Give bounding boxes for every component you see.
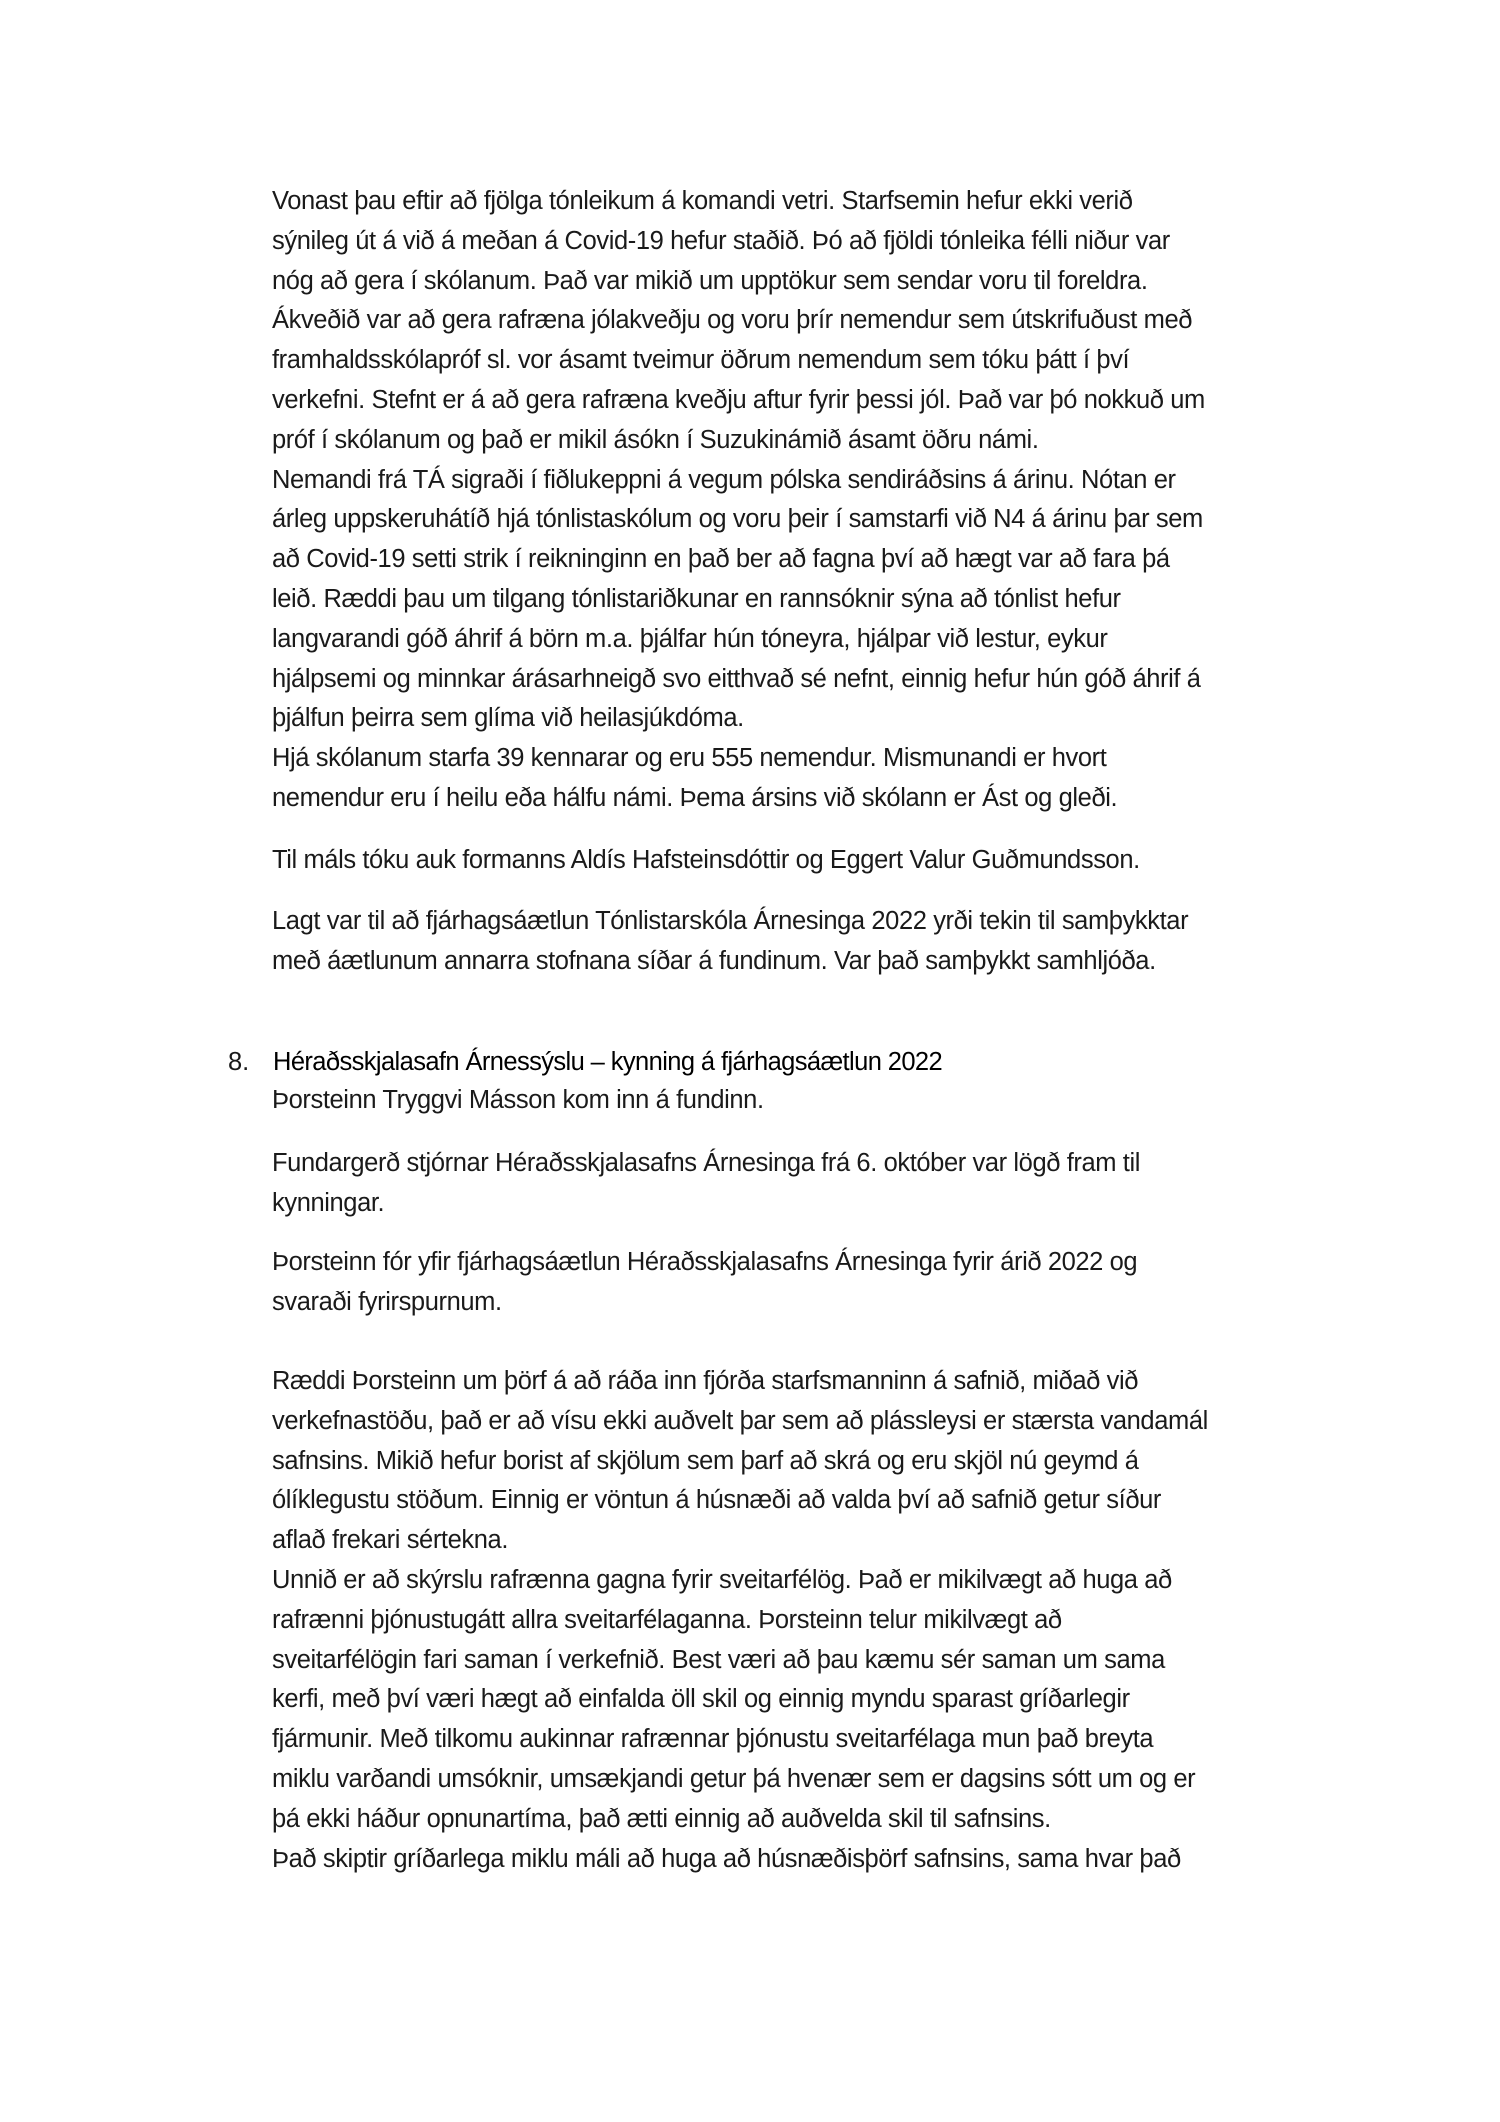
text-line: langvarandi góð áhrif á börn m.a. þjálfar hún tóneyra, hjálpar við lestur, eykur	[272, 624, 1108, 653]
text-line: Unnið er að skýrslu rafrænna gagna fyrir sveitarfélög. Það er mikilvægt að huga að	[272, 1565, 1172, 1594]
paragraph-minutes	[272, 1144, 1140, 1224]
text-line: Til máls tóku auk formanns Aldís Hafsteinsdóttir og Eggert Valur Guðmundsson.	[272, 846, 1140, 874]
text-line: Þorsteinn fór yfir fjárhagsáætlun Héraðsskjalasafns Árnesinga fyrir árið 2022 og	[272, 1248, 1138, 1276]
text-line: Ákveðið var að gera rafræna jólakveðju og voru þrír nemendur sem útskrifuðust með	[272, 306, 1193, 335]
text-line: Fundargerð stjórnar Héraðsskjalasafns Árnesinga frá 6. október var lögð fram til	[272, 1149, 1141, 1177]
text-line: þjálfun þeirra sem glíma við heilasjúkdóma.	[272, 704, 744, 733]
paragraph-school-report	[272, 182, 1205, 819]
text-line: þá ekki háður opnunartíma, það ætti einnig að auðvelda skil til safnsins.	[272, 1804, 1051, 1833]
text-line: nemendur eru í heilu eða hálfu námi. Þema ársins við skólann er Ást og gleði.	[272, 783, 1118, 812]
text-line: Það skiptir gríðarlega miklu máli að huga að húsnæðisþörf safnsins, sama hvar það	[272, 1844, 1181, 1873]
text-line: sveitarfélögin fari saman í verkefnið. Best væri að þau kæmu sér saman um sama	[272, 1645, 1165, 1674]
text-line: kerfi, með því væri hægt að einfalda öll skil og einnig myndu sparast gríðarlegir	[272, 1685, 1130, 1714]
text-line: Hjá skólanum starfa 39 kennarar og eru 555 nemendur. Mismunandi er hvort	[272, 744, 1107, 773]
text-line: safnsins. Mikið hefur borist af skjölum sem þarf að skrá og eru skjöl nú geymd á	[272, 1446, 1139, 1475]
text-line: árleg uppskeruhátíð hjá tónlistaskólum og voru þeir í samstarfi við N4 á árinu þar sem	[272, 505, 1203, 534]
text-line: verkefni. Stefnt er á að gera rafræna kveðju aftur fyrir þessi jól. Það var þó nokkuð um	[272, 385, 1205, 414]
text-line: Þorsteinn Tryggvi Másson kom inn á fundinn.	[272, 1086, 764, 1114]
text-line: Ræddi Þorsteinn um þörf á að ráða inn fjórða starfsmanninn á safnið, miðað við	[272, 1367, 1139, 1395]
text-line: Vonast þau eftir að fjölga tónleikum á komandi vetri. Starfsemin hefur ekki verið	[272, 187, 1133, 215]
paragraph-speakers	[272, 841, 1140, 881]
text-line: að Covid-19 setti strik í reikninginn en það ber að fagna því að hægt var að fara þá	[272, 545, 1170, 574]
text-line: Lagt var til að fjárhagsáætlun Tónlistarskóla Árnesinga 2022 yrði tekin til samþykktar	[272, 907, 1189, 935]
text-line: nóg að gera í skólanum. Það var mikið um upptökur sem sendar voru til foreldra.	[272, 266, 1148, 295]
paragraph-attendance	[272, 1081, 764, 1121]
section-title: Héraðsskjalasafn Árnessýslu – kynning á fjárhagsáætlun 2022	[273, 1048, 943, 1076]
text-line: verkefnastöðu, það er að vísu ekki auðvelt þar sem að plássleysi er stærsta vandamál	[272, 1406, 1208, 1435]
paragraph-budget-review	[272, 1243, 1137, 1323]
section-number: 8.	[228, 1048, 250, 1076]
text-line: próf í skólanum og það er mikil ásókn í Suzukinámið ásamt öðru námi.	[272, 425, 1039, 454]
text-line: aflað frekari sértekna.	[272, 1526, 509, 1555]
text-line: fjármunir. Með tilkomu aukinnar rafrænnar þjónustu sveitarfélaga mun það breyta	[272, 1725, 1154, 1754]
text-line: sýnileg út á við á meðan á Covid-19 hefur staðið. Þó að fjöldi tónleika félli niður var	[272, 226, 1170, 255]
text-line: svaraði fyrirspurnum.	[272, 1287, 502, 1316]
text-line: rafrænni þjónustugátt allra sveitarfélaganna. Þorsteinn telur mikilvægt að	[272, 1605, 1062, 1634]
text-line: Nemandi frá TÁ sigraði í fiðlukeppni á vegum pólska sendiráðsins á árinu. Nótan er	[272, 465, 1176, 494]
paragraph-archive-discussion	[272, 1362, 1208, 1879]
text-line: hjálpsemi og minnkar árásarhneigð svo eitthvað sé nefnt, einnig hefur hún góð áhrif á	[272, 664, 1201, 693]
text-line: leið. Ræddi þau um tilgang tónlistariðkunar en rannsóknir sýna að tónlist hefur	[272, 584, 1121, 613]
text-line: með áætlunum annarra stofnana síðar á fundinum. Var það samþykkt samhljóða.	[272, 946, 1156, 975]
text-line: ólíklegustu stöðum. Einnig er vöntun á húsnæði að valda því að safnið getur síður	[272, 1486, 1161, 1515]
text-line: kynningar.	[272, 1188, 385, 1217]
text-line: framhaldsskólapróf sl. vor ásamt tveimur öðrum nemendum sem tóku þátt í því	[272, 346, 1130, 375]
text-line: miklu varðandi umsóknir, umsækjandi getur þá hvenær sem er dagsins sótt um og er	[272, 1764, 1196, 1793]
paragraph-budget-proposal	[272, 902, 1188, 982]
